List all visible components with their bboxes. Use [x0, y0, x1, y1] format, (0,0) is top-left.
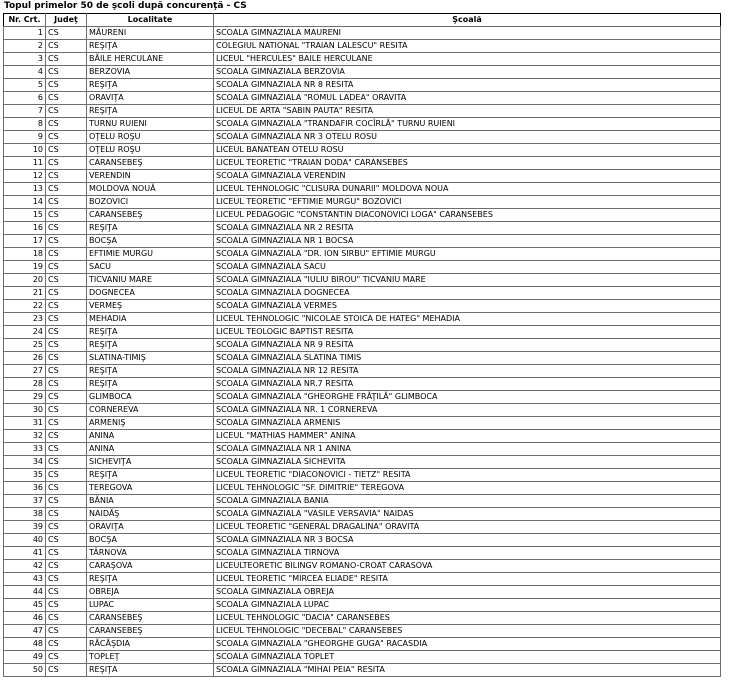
row-judet: CS: [46, 625, 87, 638]
row-judet: CS: [46, 560, 87, 573]
row-localitate: TEREGOVA: [87, 482, 214, 495]
row-scoala: SCOALA GIMNAZIALA LUPAC: [214, 599, 721, 612]
row-number: 43: [4, 573, 46, 586]
row-judet: CS: [46, 40, 87, 53]
row-scoala: LICEUL TEORETIC "MIRCEA ELIADE" RESITA: [214, 573, 721, 586]
row-number: 15: [4, 209, 46, 222]
row-localitate: NAIDĂŞ: [87, 508, 214, 521]
row-judet: CS: [46, 27, 87, 40]
row-judet: CS: [46, 196, 87, 209]
row-localitate: ORAVIŢA: [87, 521, 214, 534]
table-row: [4, 573, 721, 586]
row-judet: CS: [46, 144, 87, 157]
row-localitate: MEHADIA: [87, 313, 214, 326]
row-localitate: CARANSEBEŞ: [87, 209, 214, 222]
row-scoala: SCOALA GIMNAZIALA MAURENI: [214, 27, 721, 40]
row-judet: CS: [46, 612, 87, 625]
row-localitate: REŞIŢA: [87, 378, 214, 391]
header-nr-crt: Nr. Crt.: [4, 14, 46, 27]
row-number: 23: [4, 313, 46, 326]
table-row: [4, 313, 721, 326]
row-judet: CS: [46, 456, 87, 469]
row-number: 41: [4, 547, 46, 560]
row-localitate: OŢELU ROŞU: [87, 144, 214, 157]
row-judet: CS: [46, 235, 87, 248]
table-row: [4, 430, 721, 443]
table-row: [4, 170, 721, 183]
row-judet: CS: [46, 508, 87, 521]
row-number: 36: [4, 482, 46, 495]
table-row: [4, 66, 721, 79]
row-judet: CS: [46, 599, 87, 612]
row-localitate: BĂILE HERCULANE: [87, 53, 214, 66]
row-localitate: CARAŞOVA: [87, 560, 214, 573]
row-localitate: TICVANIU MARE: [87, 274, 214, 287]
row-number: 24: [4, 326, 46, 339]
row-scoala: SCOALA GIMNAZIALA OBREJA: [214, 586, 721, 599]
row-judet: CS: [46, 313, 87, 326]
row-localitate: TÂRNOVA: [87, 547, 214, 560]
row-scoala: SCOALA GIMNAZIALA "IULIU BIROU" TICVANIU MARE: [214, 274, 721, 287]
row-number: 47: [4, 625, 46, 638]
table-row: [4, 417, 721, 430]
table-row: [4, 586, 721, 599]
table-row: [4, 92, 721, 105]
table-row: [4, 300, 721, 313]
row-localitate: GLIMBOCA: [87, 391, 214, 404]
row-localitate: TOPLEŢ: [87, 651, 214, 664]
row-number: 39: [4, 521, 46, 534]
row-scoala: SCOALA GIMNAZIALA "TRANDAFIR COCÎRLĂ" TURNU RUIENI: [214, 118, 721, 131]
row-localitate: REŞIŢA: [87, 79, 214, 92]
table-row: [4, 144, 721, 157]
row-judet: CS: [46, 651, 87, 664]
row-scoala: SCOALA GIMNAZIALA NR.7 RESITA: [214, 378, 721, 391]
row-number: 32: [4, 430, 46, 443]
table-row: [4, 79, 721, 92]
row-localitate: BOCŞA: [87, 534, 214, 547]
row-judet: CS: [46, 378, 87, 391]
row-judet: CS: [46, 157, 87, 170]
row-localitate: REŞIŢA: [87, 365, 214, 378]
row-judet: CS: [46, 495, 87, 508]
row-number: 35: [4, 469, 46, 482]
row-scoala: LICEUL TEHNOLOGIC "CLISURA DUNARII" MOLDOVA NOUA: [214, 183, 721, 196]
row-scoala: SCOALA GIMNAZIALA TOPLET: [214, 651, 721, 664]
table-row: [4, 27, 721, 40]
row-number: 34: [4, 456, 46, 469]
row-judet: CS: [46, 638, 87, 651]
row-number: 7: [4, 105, 46, 118]
row-scoala: SCOALA GIMNAZIALA "VASILE VERSAVIA" NAIDAS: [214, 508, 721, 521]
row-number: 1: [4, 27, 46, 40]
row-localitate: REŞIŢA: [87, 573, 214, 586]
row-judet: CS: [46, 365, 87, 378]
row-localitate: SACU: [87, 261, 214, 274]
row-number: 9: [4, 131, 46, 144]
table-row: [4, 521, 721, 534]
row-number: 37: [4, 495, 46, 508]
row-judet: CS: [46, 404, 87, 417]
row-localitate: ANINA: [87, 443, 214, 456]
row-judet: CS: [46, 105, 87, 118]
table-row: [4, 534, 721, 547]
row-judet: CS: [46, 482, 87, 495]
row-judet: CS: [46, 664, 87, 677]
table-row: [4, 391, 721, 404]
table-row: [4, 456, 721, 469]
row-number: 28: [4, 378, 46, 391]
table-row: [4, 365, 721, 378]
header-localitate: Localitate: [87, 14, 214, 27]
row-judet: CS: [46, 547, 87, 560]
row-localitate: ORAVIŢA: [87, 92, 214, 105]
row-judet: CS: [46, 469, 87, 482]
row-scoala: SCOALA GIMNAZIALA "GHEORGHE FRĂŢILĂ" GLIMBOCA: [214, 391, 721, 404]
row-number: 29: [4, 391, 46, 404]
row-localitate: MĂURENI: [87, 27, 214, 40]
table-row: [4, 612, 721, 625]
row-number: 50: [4, 664, 46, 677]
row-scoala: SCOALA GIMNAZIALA NR 8 RESITA: [214, 79, 721, 92]
row-number: 19: [4, 261, 46, 274]
row-scoala: LICEUL TEORETIC "EFTIMIE MURGU" BOZOVICI: [214, 196, 721, 209]
row-number: 49: [4, 651, 46, 664]
table-row: [4, 352, 721, 365]
row-scoala: SCOALA GIMNAZIALA VERENDIN: [214, 170, 721, 183]
row-scoala: LICEUL TEHNOLOGIC "DECEBAL" CARANSEBES: [214, 625, 721, 638]
row-localitate: VERENDIN: [87, 170, 214, 183]
row-scoala: LICEUL PEDAGOGIC "CONSTANTIN DIACONOVICI LOGA" CARANSEBES: [214, 209, 721, 222]
row-number: 17: [4, 235, 46, 248]
row-number: 8: [4, 118, 46, 131]
row-scoala: LICEUL "HERCULES" BAILE HERCULANE: [214, 53, 721, 66]
row-judet: CS: [46, 222, 87, 235]
row-localitate: REŞIŢA: [87, 40, 214, 53]
row-scoala: LICEUL TEHNOLOGIC "NICOLAE STOICA DE HATEG" MEHADIA: [214, 313, 721, 326]
table-row: [4, 274, 721, 287]
row-number: 40: [4, 534, 46, 547]
row-number: 30: [4, 404, 46, 417]
table-row: [4, 53, 721, 66]
row-judet: CS: [46, 66, 87, 79]
table-row: [4, 222, 721, 235]
row-localitate: BERZOVIA: [87, 66, 214, 79]
schools-table: [3, 13, 721, 677]
row-number: 6: [4, 92, 46, 105]
row-scoala: SCOALA GIMNAZIALA NR 2 RESITA: [214, 222, 721, 235]
row-number: 13: [4, 183, 46, 196]
table-row: [4, 339, 721, 352]
row-scoala: LICEUL TEORETIC "GENERAL DRAGALINA" ORAVITA: [214, 521, 721, 534]
row-scoala: SCOALA GIMNAZIALA SICHEVITA: [214, 456, 721, 469]
row-localitate: VERMEŞ: [87, 300, 214, 313]
row-localitate: REŞIŢA: [87, 339, 214, 352]
row-localitate: SICHEVIŢA: [87, 456, 214, 469]
row-judet: CS: [46, 287, 87, 300]
row-judet: CS: [46, 339, 87, 352]
table-row: [4, 482, 721, 495]
table-row: [4, 261, 721, 274]
row-scoala: SCOALA GIMNAZIALA DOGNECEA: [214, 287, 721, 300]
row-localitate: REŞIŢA: [87, 105, 214, 118]
table-row: [4, 157, 721, 170]
row-scoala: SCOALA GIMNAZIALA "ROMUL LADEA" ORAVITA: [214, 92, 721, 105]
row-localitate: CARANSEBEŞ: [87, 612, 214, 625]
table-row: [4, 235, 721, 248]
row-judet: CS: [46, 326, 87, 339]
row-localitate: REŞIŢA: [87, 326, 214, 339]
row-localitate: CORNEREVA: [87, 404, 214, 417]
table-row: [4, 664, 721, 677]
row-localitate: REŞIŢA: [87, 222, 214, 235]
row-localitate: OBREJA: [87, 586, 214, 599]
row-scoala: LICEUL TEHNOLOGIC "SF. DIMITRIE" TEREGOVA: [214, 482, 721, 495]
row-scoala: LICEUL TEOLOGIC BAPTIST RESITA: [214, 326, 721, 339]
row-judet: CS: [46, 170, 87, 183]
row-number: 12: [4, 170, 46, 183]
row-number: 22: [4, 300, 46, 313]
table-row: [4, 326, 721, 339]
table-row: [4, 443, 721, 456]
row-number: 31: [4, 417, 46, 430]
row-judet: CS: [46, 300, 87, 313]
row-scoala: SCOALA GIMNAZIALA NR 1 ANINA: [214, 443, 721, 456]
row-scoala: SCOALA GIMNAZIALA SLATINA TIMIS: [214, 352, 721, 365]
header-scoala: Şcoală: [214, 14, 721, 27]
row-scoala: LICEUL DE ARTA "SABIN PAUTA" RESITA: [214, 105, 721, 118]
row-scoala: SCOALA GIMNAZIALA NR 9 RESITA: [214, 339, 721, 352]
table-row: [4, 508, 721, 521]
row-number: 4: [4, 66, 46, 79]
row-scoala: SCOALA GIMNAZIALA NR 3 OTELU ROSU: [214, 131, 721, 144]
row-scoala: SCOALA GIMNAZIALA BERZOVIA: [214, 66, 721, 79]
row-judet: CS: [46, 209, 87, 222]
table-row: [4, 131, 721, 144]
row-localitate: ARMENIŞ: [87, 417, 214, 430]
row-scoala: SCOALA GIMNAZIALA SACU: [214, 261, 721, 274]
row-scoala: SCOALA GIMNAZIALA "MIHAI PEIA" RESITA: [214, 664, 721, 677]
row-scoala: SCOALA GIMNAZIALA TIRNOVA: [214, 547, 721, 560]
table-row: [4, 638, 721, 651]
table-row: [4, 495, 721, 508]
row-localitate: MOLDOVA NOUĂ: [87, 183, 214, 196]
row-judet: CS: [46, 586, 87, 599]
row-judet: CS: [46, 352, 87, 365]
row-scoala: SCOALA GIMNAZIALA VERMES: [214, 300, 721, 313]
row-localitate: SLATINA-TIMIŞ: [87, 352, 214, 365]
table-row: [4, 625, 721, 638]
row-number: 16: [4, 222, 46, 235]
row-judet: CS: [46, 430, 87, 443]
row-scoala: SCOALA GIMNAZIALA "DR. ION SIRBU" EFTIMIE MURGU: [214, 248, 721, 261]
row-scoala: LICEULTEORETIC BILINGV ROMANO-CROAT CARASOVA: [214, 560, 721, 573]
row-scoala: LICEUL TEHNOLOGIC "DACIA" CARANSEBES: [214, 612, 721, 625]
row-scoala: LICEUL BANATEAN OTELU ROSU: [214, 144, 721, 157]
row-localitate: ANINA: [87, 430, 214, 443]
row-scoala: SCOALA GIMNAZIALA NR. 1 CORNEREVA: [214, 404, 721, 417]
header-judet: Judeţ: [46, 14, 87, 27]
table-row: [4, 469, 721, 482]
table-body: [4, 27, 721, 677]
row-scoala: LICEUL TEORETIC "DIACONOVICI - TIETZ" RESITA: [214, 469, 721, 482]
row-judet: CS: [46, 534, 87, 547]
table-row: [4, 196, 721, 209]
row-judet: CS: [46, 92, 87, 105]
row-judet: CS: [46, 131, 87, 144]
row-number: 45: [4, 599, 46, 612]
row-number: 21: [4, 287, 46, 300]
row-localitate: DOGNECEA: [87, 287, 214, 300]
row-judet: CS: [46, 79, 87, 92]
row-localitate: BĂNIA: [87, 495, 214, 508]
table-row: [4, 599, 721, 612]
row-scoala: SCOALA GIMNAZIALA NR 3 BOCSA: [214, 534, 721, 547]
row-judet: CS: [46, 183, 87, 196]
row-judet: CS: [46, 53, 87, 66]
table-row: [4, 183, 721, 196]
row-number: 26: [4, 352, 46, 365]
row-judet: CS: [46, 274, 87, 287]
row-localitate: RĂCĂŞDIA: [87, 638, 214, 651]
row-number: 20: [4, 274, 46, 287]
table-header-row: [4, 14, 721, 27]
row-number: 27: [4, 365, 46, 378]
table-row: [4, 118, 721, 131]
row-judet: CS: [46, 391, 87, 404]
row-localitate: BOCŞA: [87, 235, 214, 248]
row-scoala: SCOALA GIMNAZIALA BANIA: [214, 495, 721, 508]
row-localitate: BOZOVICI: [87, 196, 214, 209]
table-row: [4, 105, 721, 118]
row-number: 18: [4, 248, 46, 261]
row-localitate: CARANSEBEŞ: [87, 157, 214, 170]
row-scoala: LICEUL TEORETIC "TRAIAN DODA" CARANSEBES: [214, 157, 721, 170]
row-scoala: SCOALA GIMNAZIALA NR 1 BOCSA: [214, 235, 721, 248]
row-scoala: LICEUL "MATHIAS HAMMER" ANINA: [214, 430, 721, 443]
row-number: 42: [4, 560, 46, 573]
table-row: [4, 560, 721, 573]
row-localitate: TURNU RUIENI: [87, 118, 214, 131]
row-scoala: SCOALA GIMNAZIALA NR 12 RESITA: [214, 365, 721, 378]
table-row: [4, 287, 721, 300]
row-number: 5: [4, 79, 46, 92]
row-number: 25: [4, 339, 46, 352]
row-judet: CS: [46, 118, 87, 131]
table-row: [4, 40, 721, 53]
row-number: 48: [4, 638, 46, 651]
row-number: 46: [4, 612, 46, 625]
row-number: 33: [4, 443, 46, 456]
table-row: [4, 547, 721, 560]
row-number: 14: [4, 196, 46, 209]
row-localitate: CARANSEBEŞ: [87, 625, 214, 638]
row-judet: CS: [46, 521, 87, 534]
row-judet: CS: [46, 248, 87, 261]
row-judet: CS: [46, 443, 87, 456]
row-localitate: REŞIŢA: [87, 664, 214, 677]
row-localitate: REŞIŢA: [87, 469, 214, 482]
row-localitate: OŢELU ROŞU: [87, 131, 214, 144]
row-scoala: SCOALA GIMNAZIALA ARMENIS: [214, 417, 721, 430]
row-number: 44: [4, 586, 46, 599]
row-judet: CS: [46, 573, 87, 586]
page-title: Topul primelor 50 de şcoli după concurenţă - CS: [4, 1, 247, 11]
row-localitate: EFTIMIE MURGU: [87, 248, 214, 261]
table-row: [4, 209, 721, 222]
row-number: 38: [4, 508, 46, 521]
row-scoala: COLEGIUL NATIONAL "TRAIAN LALESCU" RESITA: [214, 40, 721, 53]
row-judet: CS: [46, 417, 87, 430]
table-row: [4, 248, 721, 261]
row-number: 3: [4, 53, 46, 66]
row-judet: CS: [46, 261, 87, 274]
table-row: [4, 651, 721, 664]
table-row: [4, 378, 721, 391]
row-number: 11: [4, 157, 46, 170]
table-row: [4, 404, 721, 417]
row-number: 2: [4, 40, 46, 53]
row-number: 10: [4, 144, 46, 157]
row-localitate: LUPAC: [87, 599, 214, 612]
row-scoala: SCOALA GIMNAZIALA "GHEORGHE GUGA" RACASDIA: [214, 638, 721, 651]
